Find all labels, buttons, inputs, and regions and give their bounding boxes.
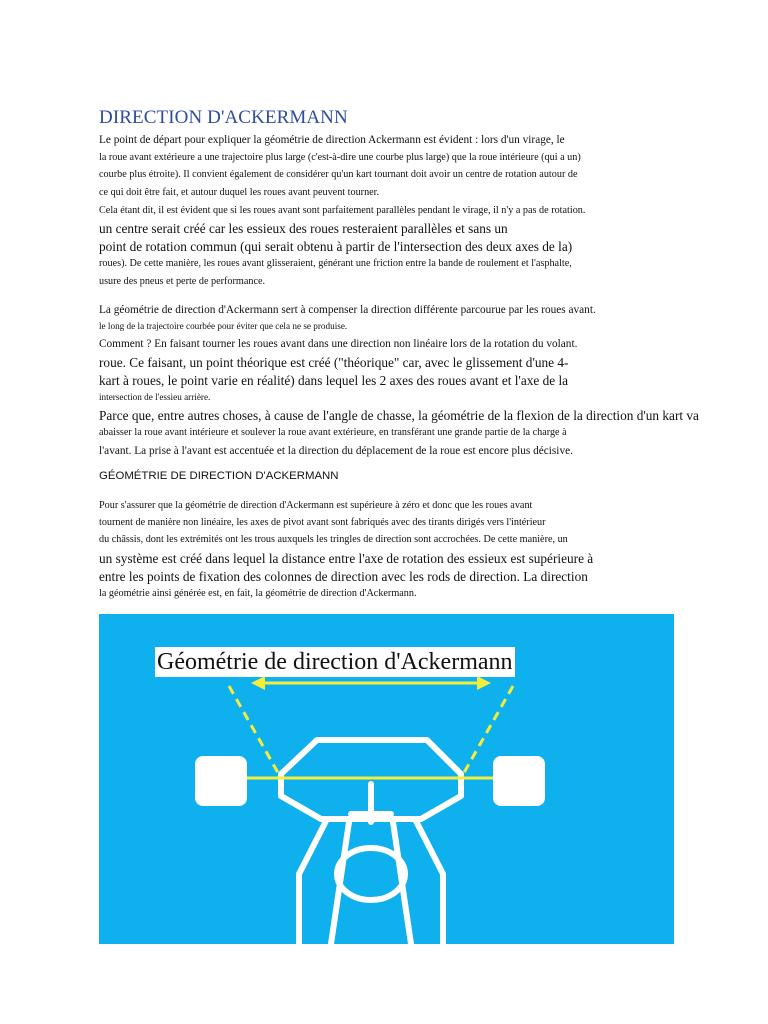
paragraph-line: Cela étant dit, il est évident que si les roues avant sont parfaitement parallèles pendant le virage, il n'y a pas de rotation. — [99, 205, 586, 216]
paragraph-line: du châssis, dont les extrémités ont les trous auxquels les tringles de direction sont accrochées. De cette manière, un — [99, 534, 568, 545]
seat — [337, 848, 405, 900]
paragraph-line: La géométrie de direction d'Ackermann sert à compenser la direction différente parcourue par les roues avant. — [99, 304, 596, 316]
paragraph-line: Le point de départ pour expliquer la géométrie de direction Ackermann est évident : lors d'un virage, le — [99, 134, 565, 146]
chassis-outline — [281, 740, 461, 944]
right-inner-rail — [393, 822, 411, 944]
paragraph-line: kart à roues, le point varie en réalité) dans lequel les 2 axes des roues avant et l'axe de la — [99, 373, 569, 388]
paragraph-line: usure des pneus et perte de performance. — [99, 276, 266, 287]
right-frame-rail — [415, 819, 443, 944]
paragraph-line: roues). De cette manière, les roues avant glisseraient, générant une friction entre la bande de roulement et l'asphalte, — [99, 258, 572, 269]
paragraph-line: un système est créé dans lequel la distance entre l'axe de rotation des essieux est supérieure à — [99, 551, 594, 566]
left-frame-rail — [299, 819, 327, 944]
paragraph-line: ce qui doit être fait, et autour duquel les roues avant peuvent tourner. — [99, 187, 380, 198]
paragraph-line: tournent de manière non linéaire, les axes de pivot avant sont fabriqués avec des tirants dirigés vers l'intérieur — [99, 517, 546, 528]
document-title: DIRECTION D'ACKERMANN — [99, 107, 348, 128]
figure-caption: Géométrie de direction d'Ackermann — [157, 649, 513, 675]
arrow-head-right-icon — [477, 676, 491, 690]
paragraph-line: le long de la trajectoire courbée pour éviter que cela ne se produise. — [99, 321, 348, 331]
paragraph-line: entre les points de fixation des colonnes de direction avec les rods de direction. La direction — [99, 569, 588, 584]
paragraph-line: la roue avant extérieure a une trajectoire plus large (c'est-à-dire une courbe plus large) que la roue intérieure (qui a un) — [99, 152, 581, 163]
paragraph-line: courbe plus étroite). Il convient également de considérer qu'un kart tournant doit avoir un centre de rotation autour de — [99, 169, 578, 180]
right-front-wheel — [493, 756, 545, 806]
left-inner-rail — [331, 822, 349, 944]
arrow-head-left-icon — [251, 676, 265, 690]
paragraph-line: la géométrie ainsi générée est, en fait, la géométrie de direction d'Ackermann. — [99, 588, 417, 599]
paragraph-line: intersection de l'essieu arrière. — [99, 392, 211, 402]
paragraph-line: abaisser la roue avant intérieure et soulever la roue avant extérieure, en transférant une grande partie de la charge à — [99, 427, 567, 438]
left-front-wheel — [195, 756, 247, 806]
paragraph-line: Comment ? En faisant tourner les roues avant dans une direction non linéaire lors de la rotation du volant. — [99, 338, 578, 350]
paragraph-line: roue. Ce faisant, un point théorique est créé ("théorique" car, avec le glissement d'une 4- — [99, 355, 569, 370]
paragraph-line: point de rotation commun (qui serait obtenu à partir de l'intersection des deux axes de la) — [99, 239, 573, 254]
paragraph-line: Parce que, entre autres choses, à cause de l'angle de chasse, la géométrie de la flexion de la direction d'un kart va — [99, 408, 699, 423]
paragraph-line: un centre serait créé car les essieux des roues resteraient parallèles et sans un — [99, 221, 508, 236]
front-nose — [281, 740, 461, 774]
paragraph-line: Pour s'assurer que la géométrie de direction d'Ackermann est supérieure à zéro et donc que les roues avant — [99, 500, 533, 511]
ackermann-guides — [229, 676, 513, 778]
paragraph-line: l'avant. La prise à l'avant est accentuée et la direction du déplacement de la roue est encore plus décisive. — [99, 445, 573, 457]
section-subheading: GÉOMÉTRIE DE DIRECTION D'ACKERMANN — [99, 470, 339, 482]
